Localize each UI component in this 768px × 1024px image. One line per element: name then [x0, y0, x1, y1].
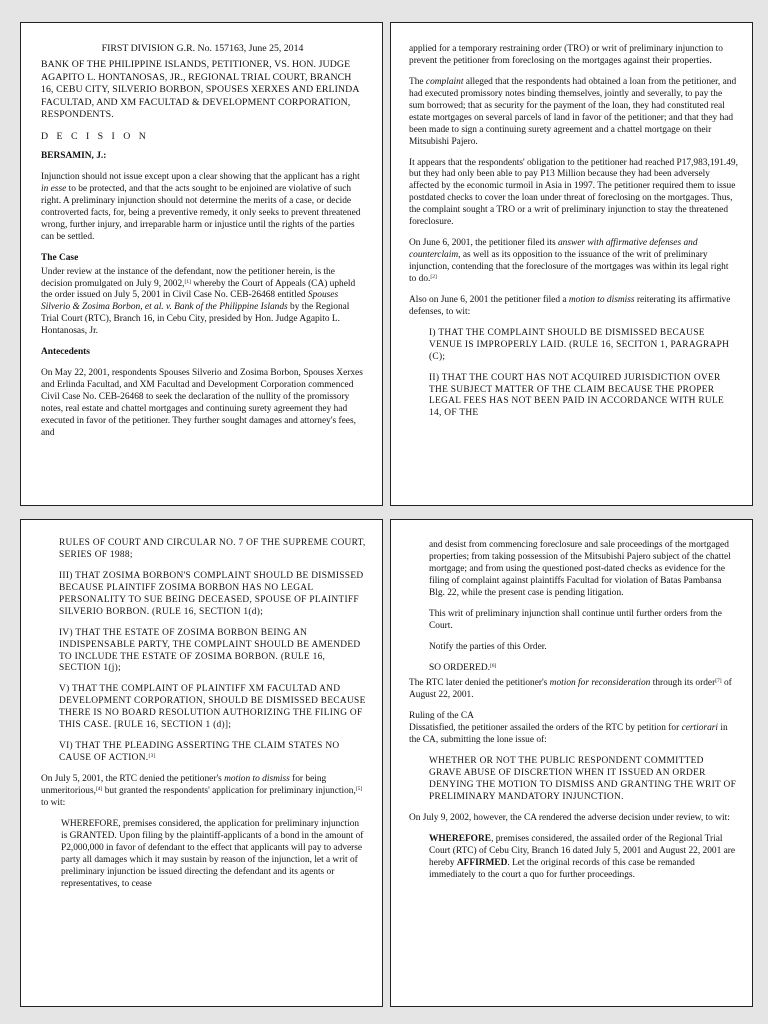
denial-paragraph: On July 5, 2001, the RTC denied the petitioner's motion to dismiss for being unmeritorious,[4] but granted the respondents' application for preliminary injunction,[5] to wit:: [41, 774, 363, 808]
continued-paragraph: applied for a temporary restraining order (TRO) or writ of preliminary injunction to prevent the petitioner from foreclosing on the mortgages against their properties.: [409, 44, 723, 66]
case-caption: BANK OF THE PHILIPPINE ISLANDS, PETITIONER, VS. HON. JUDGE AGAPITO L. HONTANOSAS, JR., REGIONAL TRIAL COURT, BRANCH 16, CEBU CITY, SILVERIO BORBON, SPOUSES XERXES AND ERLINDA FACULTAD, AND XM FACULTAD & DEVELOPMENT CORPORATION, RESPONDENTS.: [41, 59, 359, 121]
intro-paragraph: Injunction should not issue except upon a clear showing that the applicant has a right in esse to be protected, and that the acts sought to be enjoined are violative of such right. A preliminary injunction should not determine the merits of a case, or decide controverted facts, for, being a preventive remedy, it only seeks to prevent threatened wrong, further injury, and irreparable harm or injustice until the rights of the parties can be settled.: [41, 172, 361, 242]
lone-issue: WHETHER OR NOT THE PUBLIC RESPONDENT COMMITTED GRAVE ABUSE OF DISCRETION WHEN IT ISSUED AN ORDER DENYING THE MOTION TO DISMISS AND GRANTING THE WRIT OF PRELIMINARY MANDATORY INJUNCTION.: [429, 756, 737, 802]
ground-2-continued: RULES OF COURT AND CIRCULAR NO. 7 OF THE SUPREME COURT, SERIES OF 1988;: [59, 538, 366, 560]
case-heading: The Case: [41, 252, 79, 263]
footnote-7-link[interactable]: [7]: [715, 678, 722, 685]
document-page-1: [20, 22, 383, 506]
adverse-decision-paragraph: On July 9, 2002, however, the CA rendered the adverse decision under review, to wit:: [409, 812, 730, 823]
document-page-2: [390, 22, 753, 506]
document-page-4: [390, 519, 753, 1007]
obligation-paragraph: It appears that the respondents' obligation to the petitioner had reached P17,983,191.49, but they had only been able to pay P13 Million because they had been adversely affected by the economic turmoil in Asia in 1997. The petitioner required them to issue postdated checks to cover the loan under threat of foreclosing on the mortgages. Thus, the complaint sought a TRO or a writ of preliminary injunction to stay the threatened foreclosure.: [409, 157, 738, 228]
footnote-1-link[interactable]: [1]: [184, 278, 191, 285]
writ-continuation: This writ of preliminary injunction shall continue until further orders from the Court.: [429, 608, 722, 631]
ground-6: VI) THAT THE PLEADING ASSERTING THE CLAIM STATES NO CAUSE OF ACTION.[3]: [59, 741, 340, 764]
answer-paragraph: On June 6, 2001, the petitioner filed its answer with affirmative defenses and counterclaim, as well as its opposition to the issuance of the writ of preliminary injunction, contending that the foreclosure of the mortgages was within its legal right to do.[2]: [409, 238, 729, 284]
so-ordered: SO ORDERED.[6]: [429, 662, 497, 673]
document-page-3: [20, 519, 383, 1007]
ground-2: II) THAT THE COURT HAS NOT ACQUIRED JURISDICTION OVER THE SUBJECT MATTER OF THE CLAIM BECAUSE THE PROPER LEGAL FEES HAS NOT BEEN PAID IN ACCORDANCE WITH RULE 14, OF THE: [429, 372, 725, 419]
ca-fallo: WHEREFORE, premises considered, the assailed order of the Regional Trial Court (RTC) of Cebu City, Branch 16 dated July 5, 2001 and August 22, 2001 are hereby AFFIRMED. Let the original records of this case be remanded immediately to the court a quo for further proceedings.: [429, 833, 736, 880]
ground-3: III) THAT ZOSIMA BORBON'S COMPLAINT SHOULD BE DISMISSED BECAUSE PLAINTIFF ZOSIMA BORBON HAS NO LEGAL PERSONALITY TO SUE BEING DECEASED, SPOUSE OF PLAINTIFF SILVERIO BORBON. (RULE 16, SECTION 1(d);: [59, 570, 364, 617]
case-paragraph: Under review at the instance of the defendant, now the petitioner herein, is the decision promulgated on July 9, 2002,[1] whereby the Court of Appeals (CA) upheld the order issued on July 5, 2001 in Civil Case No. CEB-26468 entitled Spouses Silverio & Zosima Borbon, et al. v. Bank of the Philippine Islands by the Regional Trial Court (RTC), Branch 16, in Cebu City, presided by Hon. Judge Agapito L. Hontanosas, Jr.: [41, 266, 356, 337]
rtc-order-quote: WHEREFORE, premises considered, the application for preliminary injunction is GRANTED. Upon filing by the plaintiff-applicants of a bond in the amount of P2,000,000 in favor of defendant to the effect that applicants will pay to adverse party all damages which it may sustain by reason of the injunction, let a writ of preliminary injunction be issued directing the defendant and its agents or representatives, to cease: [61, 818, 364, 889]
rtc-order-continued: and desist from commencing foreclosure and sale proceedings of the mortgaged properties; from taking possession of the Mitsubishi Pajero subject of the chattel mortgage; and from using the questioned post-dated checks as evidence for the filing of complaint against plaintiffs Facultad for violation of Batas Pambansa Blg. 22, while the present case is pending litigation.: [429, 540, 731, 598]
ponente: BERSAMIN, J.:: [41, 151, 107, 162]
ground-1: I) THAT THE COMPLAINT SHOULD BE DISMISSED BECAUSE VENUE IS IMPROPERLY LAID. (RULE 16, SECITON 1, PARAGRAPH (C);: [429, 327, 730, 362]
division-header: FIRST DIVISION G.R. No. 157163, June 25, 2014: [101, 43, 304, 54]
decision-title: D E C I S I O N: [41, 130, 149, 142]
complaint-paragraph: The complaint alleged that the respondents had obtained a loan from the petitioner, and had executed promissory notes binding themselves, jointly and severally, to pay the sum borrowed; that as security for the payment of the loan, they had constituted real estate mortgages on several parcels of land in favor of the petitioner; and that they had been made to sign a continuing surety agreement and a chattel mortgage on their Mitsubishi Pajero.: [409, 76, 737, 147]
rtc-denial-paragraph: The RTC later denied the petitioner's motion for reconsideration through its order[7] of August 22, 2001.: [409, 678, 732, 701]
ground-4: IV) THAT THE ESTATE OF ZOSIMA BORBON BEING AN INDISPENSABLE PARTY, THE COMPLAINT SHOULD BE AMENDED TO INCLUDE THE ESTATE OF ZOSIMA BORBON. (RULE 16, SECTION 1(j);: [59, 627, 361, 674]
motion-paragraph: Also on June 6, 2001 the petitioner filed a motion to dismiss reiterating its affirmative defenses, to wit:: [409, 294, 731, 317]
notify-parties: Notify the parties of this Order.: [429, 641, 547, 652]
ground-5: V) THAT THE COMPLAINT OF PLAINTIFF XM FACULTAD AND DEVELOPMENT CORPORATION, SHOULD BE DISMISSED BECAUSE THERE IS NO BOARD RESOLUTION AUTHORIZING THE FILING OF THIS CASE. [RULE 16, SECTION 1 (d)];: [59, 684, 366, 731]
footnote-3-link[interactable]: [3]: [148, 753, 156, 760]
antecedents-heading: Antecedents: [41, 347, 90, 358]
ruling-heading: Ruling of the CA: [409, 711, 474, 722]
footnote-2-link[interactable]: [2]: [430, 273, 437, 280]
footnote-4-link[interactable]: [4]: [95, 785, 103, 792]
antecedents-paragraph: On May 22, 2001, respondents Spouses Silverio and Zosima Borbon, Spouses Xerxes and Erlinda Facultad, and XM Facultad and Development Corporation commenced Civil Case No. CEB-26468 to seek the declaration of the nullity of the promissory notes, real estate and chattel mortgages and continuing surety agreement they had executed in favor of the petitioner. They further sought damages and attorney's fees, and: [41, 368, 363, 438]
footnote-6-link[interactable]: [6]: [489, 662, 497, 669]
footnote-5-link[interactable]: [5]: [355, 785, 363, 792]
dissatisfied-paragraph: Dissatisfied, the petitioner assailed the orders of the RTC by petition for certiorari in the CA, submitting the lone issue of:: [409, 723, 728, 746]
